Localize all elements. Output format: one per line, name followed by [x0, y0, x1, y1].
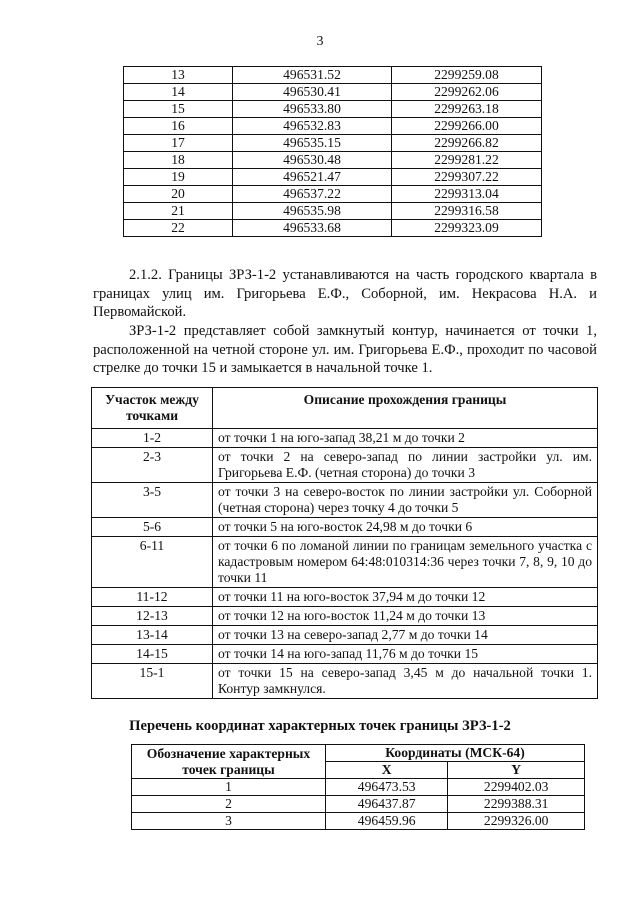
table-row — [92, 537, 598, 588]
coordinate-y: 2299323.09 — [392, 220, 542, 237]
characteristic-points-table — [131, 744, 585, 830]
boundary-description-table — [91, 387, 598, 699]
point-number: 16 — [124, 118, 233, 135]
section-points: 12-13 — [92, 607, 213, 626]
point-number: 22 — [124, 220, 233, 237]
section-points: 5-6 — [92, 518, 213, 537]
coordinate-y: 2299266.82 — [392, 135, 542, 152]
coordinate-x: 496535.98 — [233, 203, 392, 220]
table-row — [132, 796, 585, 813]
coordinate-x: 496437.87 — [326, 796, 448, 813]
coordinate-x: 496473.53 — [326, 779, 448, 796]
section-description: от точки 12 на юго-восток 11,24 м до точки 13 — [213, 607, 598, 626]
header-points: Обозначение характерных точек границы — [132, 745, 326, 779]
point-number: 19 — [124, 169, 233, 186]
table-row — [92, 483, 598, 518]
section-description: от точки 6 по ломаной линии по границам земельного участка с кадастровым номером 64:48:010314:36 через точки 7, 8, 9, 10 до точки 11 — [213, 537, 598, 588]
point-number: 20 — [124, 186, 233, 203]
coordinate-y: 2299262.06 — [392, 84, 542, 101]
header-coordinates: Координаты (МСК-64) — [326, 745, 585, 762]
section-description: от точки 3 на северо-восток по линии застройки ул. Соборной (четная сторона) через точку 4 до точки 5 — [213, 483, 598, 518]
table-row — [132, 779, 585, 796]
table-row — [124, 67, 542, 84]
coordinate-y: 2299313.04 — [392, 186, 542, 203]
section-description: от точки 11 на юго-восток 37,94 м до точки 12 — [213, 588, 598, 607]
coordinate-x: 496530.48 — [233, 152, 392, 169]
table-row — [124, 220, 542, 237]
paragraph-contour — [93, 322, 597, 378]
coordinates-table-continued — [123, 66, 542, 237]
section-points: 11-12 — [92, 588, 213, 607]
coordinate-y: 2299402.03 — [448, 779, 585, 796]
section-description: от точки 2 на северо-запад по линии застройки ул. им. Григорьева Е.Ф. (четная сторона) до точки 3 — [213, 448, 598, 483]
section-description: от точки 14 на юго-запад 11,76 м до точки 15 — [213, 645, 598, 664]
coordinate-y: 2299326.00 — [448, 813, 585, 830]
table-row — [124, 101, 542, 118]
coordinate-x: 496533.80 — [233, 101, 392, 118]
coordinate-y: 2299263.18 — [392, 101, 542, 118]
table-row — [124, 118, 542, 135]
table-row — [124, 186, 542, 203]
table-row — [124, 135, 542, 152]
table-row — [132, 813, 585, 830]
table-row — [124, 203, 542, 220]
table-row — [124, 152, 542, 169]
section-description: от точки 13 на северо-запад 2,77 м до точки 14 — [213, 626, 598, 645]
coordinate-y: 2299307.22 — [392, 169, 542, 186]
coordinate-y: 2299259.08 — [392, 67, 542, 84]
point-number: 2 — [132, 796, 326, 813]
point-number: 1 — [132, 779, 326, 796]
section-description: от точки 1 на юго-запад 38,21 м до точки 2 — [213, 429, 598, 448]
coordinate-x: 496532.83 — [233, 118, 392, 135]
header-section: Участок между точками — [92, 388, 213, 429]
table-row — [92, 645, 598, 664]
coordinate-x: 496459.96 — [326, 813, 448, 830]
coordinate-y: 2299266.00 — [392, 118, 542, 135]
header-description: Описание прохождения границы — [213, 388, 598, 429]
paragraph-2-text: ЗРЗ-1-2 представляет собой замкнутый контур, начинается от точки 1, расположенной на четной стороне ул. им. Григорьева Е.Ф., проходит по часовой стрелке до точки 15 и замыкается в начальной точке 1. — [93, 323, 597, 376]
section-points: 13-14 — [92, 626, 213, 645]
table-row — [124, 169, 542, 186]
section-points: 6-11 — [92, 537, 213, 588]
table-row — [92, 626, 598, 645]
point-number: 13 — [124, 67, 233, 84]
table-row — [92, 448, 598, 483]
coordinate-y: 2299316.58 — [392, 203, 542, 220]
point-number: 14 — [124, 84, 233, 101]
coordinate-y: 2299281.22 — [392, 152, 542, 169]
table-row — [92, 607, 598, 626]
section-description: от точки 5 на юго-восток 24,98 м до точки 6 — [213, 518, 598, 537]
paragraph-1-text: 2.1.2. Границы ЗРЗ-1-2 устанавливаются на часть городского квартала в границах улиц им. Григорьева Е.Ф., Соборной, им. Некрасова Н.А. и Первомайской. — [93, 267, 597, 320]
table-row — [92, 429, 598, 448]
point-number: 17 — [124, 135, 233, 152]
table-row — [92, 518, 598, 537]
table-row — [92, 664, 598, 699]
table-row — [124, 84, 542, 101]
section-points: 3-5 — [92, 483, 213, 518]
coordinate-x: 496530.41 — [233, 84, 392, 101]
section-points: 2-3 — [92, 448, 213, 483]
point-number: 15 — [124, 101, 233, 118]
coordinate-x: 496531.52 — [233, 67, 392, 84]
section-points: 14-15 — [92, 645, 213, 664]
coordinate-x: 496521.47 — [233, 169, 392, 186]
coordinate-x: 496535.15 — [233, 135, 392, 152]
section-description: от точки 15 на северо-запад 3,45 м до начальной точки 1. Контур замкнулся. — [213, 664, 598, 699]
header-y: Y — [448, 762, 585, 779]
coordinate-y: 2299388.31 — [448, 796, 585, 813]
point-number: 3 — [132, 813, 326, 830]
table-row — [92, 588, 598, 607]
coordinate-x: 496537.22 — [233, 186, 392, 203]
point-number: 21 — [124, 203, 233, 220]
point-number: 18 — [124, 152, 233, 169]
page-number: 3 — [316, 34, 324, 49]
coordinates-list-heading: Перечень координат характерных точек границы ЗРЗ-1-2 — [129, 718, 511, 734]
coordinate-x: 496533.68 — [233, 220, 392, 237]
paragraph-boundaries — [93, 266, 597, 322]
section-points: 15-1 — [92, 664, 213, 699]
section-points: 1-2 — [92, 429, 213, 448]
header-x: X — [326, 762, 448, 779]
